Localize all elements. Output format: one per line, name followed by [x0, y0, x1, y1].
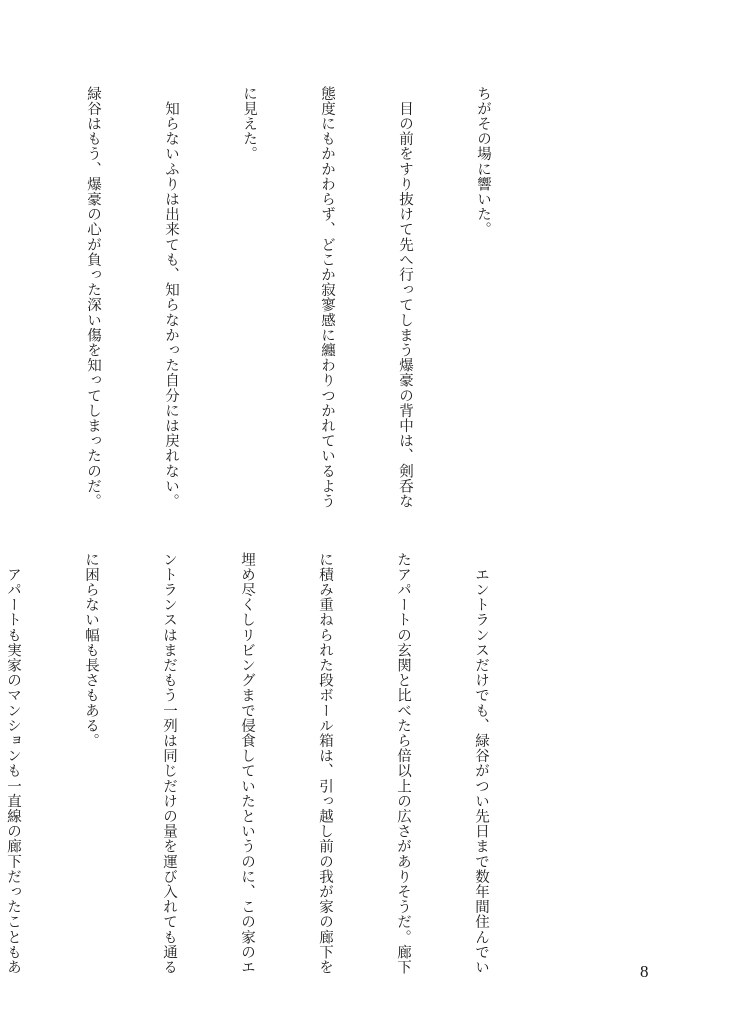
- text-line: アパートも実家のマンションも一直線の廊下だったこともあ: [5, 552, 21, 975]
- text-line: 知らないふりは出来ても、知らなかった自分には戻れない。: [163, 86, 179, 509]
- text-line: 緑谷はもう、爆豪の心が負った深い傷を知ってしまったのだ。: [85, 86, 101, 509]
- upper-text-block: [0, 86, 548, 516]
- text-line: に困らない幅も長さもある。: [83, 552, 99, 749]
- text-line: エントランスだけでも、緑谷がつい先日まで数年間住んでい: [473, 552, 489, 975]
- text-line: に見えた。: [241, 86, 257, 162]
- lower-text-block: [0, 552, 546, 975]
- text-line: に積み重ねられた段ボール箱は、引っ越し前の我が家の廊下を: [317, 552, 333, 975]
- text-line: たアパートの玄関と比べたら倍以上の広さがありそうだ。廊下: [395, 552, 411, 975]
- page-number: 8: [640, 962, 649, 981]
- text-line: 態度にもかかわらず、どこか寂寥感に纏わりつかれているよう: [319, 86, 335, 509]
- text-line: ントランスはまだもう一列は同じだけの量を運び入れても通る: [161, 552, 177, 975]
- text-line: 埋め尽くしリビングまで侵食していたというのに、この家のエ: [239, 552, 255, 975]
- spacer-line: [2, 86, 28, 516]
- text-line: 目の前をすり抜けて先へ行ってしまう爆豪の背中は、剣呑な: [397, 86, 413, 509]
- text-line: ちがその場に響いた。: [475, 86, 491, 237]
